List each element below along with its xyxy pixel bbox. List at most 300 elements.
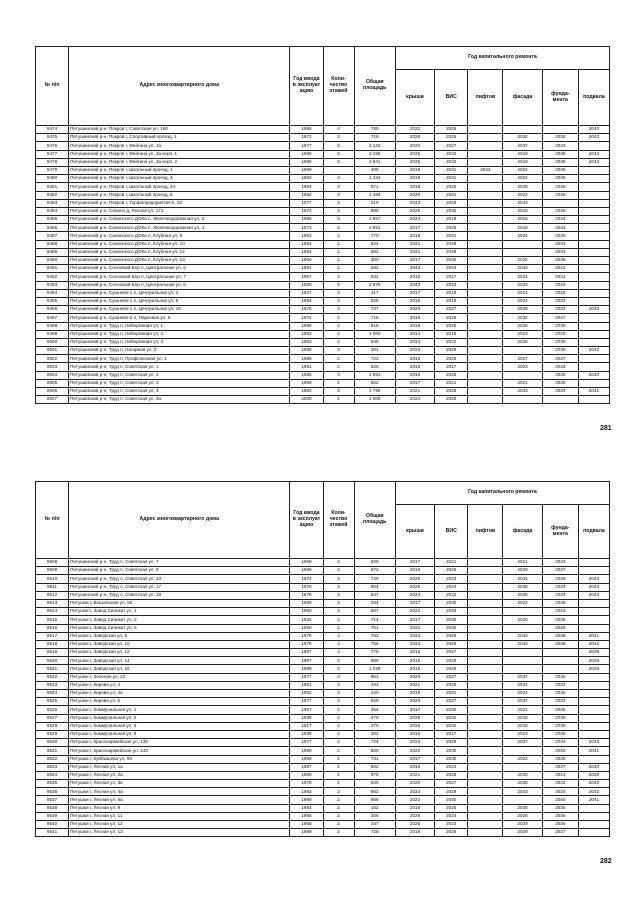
table-cell: 306 [354, 812, 395, 820]
table-cell: 882 [354, 248, 395, 256]
table-cell: 2017 [395, 289, 434, 297]
table-row [36, 821, 610, 829]
table-cell: 2042 [578, 640, 609, 648]
table-cell [578, 330, 609, 338]
table-cell: 701 [354, 624, 395, 632]
table-cell [468, 183, 503, 191]
table-cell: 2017 [435, 363, 468, 371]
table-row [36, 780, 610, 788]
table-cell: 2034 [542, 591, 578, 599]
table-cell: 9532 [36, 755, 69, 763]
table-cell: 2018 [435, 216, 468, 224]
table-cell: 2028 [395, 812, 434, 820]
table-cell [468, 690, 503, 698]
table-cell: 2019 [503, 158, 542, 166]
table-cell: 2024 [503, 690, 542, 698]
table-cell: 2043 [503, 788, 542, 796]
table-cell: Петушинский р-н, Труд п, Нагорная ул, 2 [69, 347, 290, 355]
table-cell: 2020 [503, 616, 542, 624]
table-row [36, 575, 610, 583]
table-cell: 2025 [395, 821, 434, 829]
table-cell: 2033 [435, 608, 468, 616]
table-cell: 2024 [435, 763, 468, 771]
table-cell: 2043 [468, 166, 503, 174]
table-cell: 301 [354, 347, 395, 355]
table-cell: 9499 [36, 330, 69, 338]
table-cell: Петушки г, Лесная ул, 9 [69, 804, 290, 812]
table-cell: 2 [323, 739, 354, 747]
table-row [36, 216, 610, 224]
table-cell: 2031 [435, 175, 468, 183]
table-cell: 756 [354, 640, 395, 648]
table-cell: 2023 [395, 632, 434, 640]
table-cell: 2 [323, 257, 354, 265]
table-cell [503, 649, 542, 657]
table-cell: 2027 [435, 649, 468, 657]
table-cell: 1987 [290, 763, 323, 771]
table-row [36, 232, 610, 240]
table-cell: 2023 [435, 821, 468, 829]
header-area: Общая площадь [354, 482, 395, 559]
table-cell [542, 665, 578, 673]
table-cell [468, 289, 503, 297]
table-cell: 2 [323, 363, 354, 371]
table-cell: 2036 [503, 591, 542, 599]
table-cell: 2024 [435, 812, 468, 820]
table-cell [578, 191, 609, 199]
table-cell: 2030 [435, 599, 468, 607]
table-row [36, 371, 610, 379]
table-cell [578, 297, 609, 305]
table-cell: 2021 [503, 273, 542, 281]
table-cell: 2043 [435, 199, 468, 207]
table-cell: 2039 [578, 771, 609, 779]
table-cell: 2020 [395, 306, 434, 314]
table-cell: 2019 [503, 150, 542, 158]
table-cell: 4 [323, 632, 354, 640]
table-cell: 532 [354, 273, 395, 281]
table-cell: 4 [323, 649, 354, 657]
table-cell: 2 [323, 207, 354, 215]
table-cell: 2018 [503, 224, 542, 232]
table-cell: 2 [323, 706, 354, 714]
table-cell: 2 [323, 134, 354, 142]
table-cell: 1974 [290, 575, 323, 583]
table-cell: 2021 [395, 681, 434, 689]
table-cell [578, 338, 609, 346]
table-cell: 2029 [435, 739, 468, 747]
table-cell: 886 [354, 207, 395, 215]
table-cell: 9494 [36, 289, 69, 297]
table-cell: 2042 [578, 347, 609, 355]
table-cell: 2031 [435, 191, 468, 199]
table-cell: 2026 [435, 126, 468, 134]
table-cell: 2021 [503, 379, 542, 387]
table-cell [503, 248, 542, 256]
table-cell: 2033 [542, 216, 578, 224]
table-cell: 1986 [290, 216, 323, 224]
table-cell [542, 649, 578, 657]
table-row [36, 322, 610, 330]
table-cell: 292 [354, 265, 395, 273]
table-cell: 2043 [395, 199, 434, 207]
table-cell [468, 207, 503, 215]
table-row [36, 330, 610, 338]
table-cell: 2034 [542, 240, 578, 248]
table-cell: 2027 [503, 355, 542, 363]
table-cell: 2040 [542, 796, 578, 804]
table-cell: Петушки г, Коммунальная ул, 2 [69, 714, 290, 722]
table-cell [468, 739, 503, 747]
table-cell: 9534 [36, 771, 69, 779]
table-cell: 2036 [542, 166, 578, 174]
table-row [36, 591, 610, 599]
table-cell: 2021 [395, 248, 434, 256]
table-cell: 714 [354, 616, 395, 624]
table-cell [503, 657, 542, 665]
table-cell: 2032 [503, 314, 542, 322]
table-cell: 1987 [290, 649, 323, 657]
table-cell: 2038 [542, 158, 578, 166]
table-cell: 2033 [542, 224, 578, 232]
table-cell: 9502 [36, 355, 69, 363]
table-cell: 2032 [435, 722, 468, 730]
table-cell: 2028 [395, 134, 434, 142]
table-cell [578, 281, 609, 289]
table-cell: 2018 [395, 804, 434, 812]
table-cell: 970 [354, 771, 395, 779]
table-cell: 1976 [290, 632, 323, 640]
table-row [36, 166, 610, 174]
table-cell: Петушинский р-н, Труд п, Набережная ул, 2 [69, 330, 290, 338]
table-cell [468, 771, 503, 779]
table-cell: 2 [323, 608, 354, 616]
table-cell: 2022 [395, 608, 434, 616]
table-cell [578, 183, 609, 191]
table-cell: 2 [323, 591, 354, 599]
table-cell [578, 142, 609, 150]
table-cell: 2034 [542, 583, 578, 591]
table-cell: 4 [323, 126, 354, 134]
table-cell: 2026 [503, 812, 542, 820]
table-cell: 2025 [435, 829, 468, 837]
table-cell: 417 [354, 289, 395, 297]
header-vis: ВИС [435, 505, 468, 559]
table-cell: 718 [354, 134, 395, 142]
table-cell: 1972 [290, 314, 323, 322]
table-cell [468, 804, 503, 812]
table-cell [578, 599, 609, 607]
table-cell: 1977 [290, 142, 323, 150]
table-cell: 2 [323, 199, 354, 207]
table-cell: 2 [323, 681, 354, 689]
table-cell: 2022 [395, 747, 434, 755]
table-cell: 9510 [36, 575, 69, 583]
table-row [36, 240, 610, 248]
header-foundation: фунда-мента [542, 505, 578, 559]
table-row [36, 632, 610, 640]
table-cell [468, 265, 503, 273]
table-cell: 1977 [290, 673, 323, 681]
table-cell: Петушки г, Завод Силикат ул, 6 [69, 624, 290, 632]
table-cell: 2041 [578, 388, 609, 396]
table-cell: 1960 [290, 608, 323, 616]
table-row [36, 608, 610, 616]
table-row [36, 134, 610, 142]
table-cell: 2018 [395, 232, 434, 240]
table-cell [542, 396, 578, 404]
table-row [36, 142, 610, 150]
table-cell: Петушинский р-н, Труд п, Набережная ул, 4 [69, 338, 290, 346]
table-cell: 300 [354, 257, 395, 265]
table-cell [578, 821, 609, 829]
table-cell [468, 150, 503, 158]
table-cell: 9539 [36, 812, 69, 820]
table-cell: 9474 [36, 126, 69, 134]
table-cell: 783 [354, 632, 395, 640]
table-cell: 2033 [542, 142, 578, 150]
table-cell: 1962 [290, 690, 323, 698]
table-cell: 2 [323, 788, 354, 796]
table-cell: 2036 [542, 257, 578, 265]
table-cell: 1968 [290, 821, 323, 829]
page-number: 282 [600, 858, 612, 865]
table-cell: 9507 [36, 396, 69, 404]
table-cell: Петушки г, Лесная ул, 11 [69, 812, 290, 820]
table-cell [578, 624, 609, 632]
table-cell: Петушки г, Завод Силикат ул, 2 [69, 616, 290, 624]
table-cell: 731 [354, 755, 395, 763]
table-cell: 2017 [395, 224, 434, 232]
table-cell: Петушинский р-н, Труд п, Советская ул, 1 [69, 363, 290, 371]
table-cell: 9520 [36, 657, 69, 665]
table-cell: 2036 [542, 804, 578, 812]
table-cell: 2022 [503, 191, 542, 199]
table-cell: 2030 [435, 747, 468, 755]
header-repair-year-group: Год капитального ремонта [395, 482, 609, 505]
table-cell: 1995 [290, 126, 323, 134]
table-cell [503, 396, 542, 404]
table-cell: 1985 [290, 322, 323, 330]
table-cell: 2028 [435, 681, 468, 689]
table-cell: Петушки г, Заводская ул, 14 [69, 657, 290, 665]
table-cell: 2024 [395, 591, 434, 599]
table-cell: 2026 [395, 583, 434, 591]
table-cell: 2 [323, 690, 354, 698]
table-cell: 2034 [542, 388, 578, 396]
table-body-page-282 [36, 559, 610, 837]
table-cell: 2025 [435, 371, 468, 379]
table-row [36, 673, 610, 681]
table-cell: 2028 [395, 191, 434, 199]
table-cell [578, 730, 609, 738]
table-cell [468, 240, 503, 248]
table-cell: 2021 [503, 559, 542, 567]
table-cell [578, 608, 609, 616]
table-cell: 989 [354, 657, 395, 665]
table-cell: 1961 [290, 681, 323, 689]
table-cell [468, 583, 503, 591]
table-row [36, 755, 610, 763]
table-cell [578, 166, 609, 174]
table-cell [468, 322, 503, 330]
table-cell [578, 804, 609, 812]
table-cell: 1976 [290, 591, 323, 599]
table-row [36, 599, 610, 607]
table-cell: 2016 [395, 763, 434, 771]
table-cell: 2043 [578, 575, 609, 583]
table-cell [468, 297, 503, 305]
table-cell: 1957 [290, 706, 323, 714]
table-cell: 2022 [395, 126, 434, 134]
table-cell [468, 706, 503, 714]
table-cell: 2016 [395, 649, 434, 657]
table-cell: 2024 [503, 166, 542, 174]
table-cell: 2 [323, 240, 354, 248]
table-cell: 2018 [395, 175, 434, 183]
table-cell: 3 [323, 388, 354, 396]
table-row [36, 771, 610, 779]
table-cell: 2022 [435, 338, 468, 346]
table-cell [578, 355, 609, 363]
table-cell [503, 747, 542, 755]
table-cell: 2043 [542, 608, 578, 616]
table-cell [468, 371, 503, 379]
table-cell: 9504 [36, 371, 69, 379]
table-cell [468, 396, 503, 404]
table-cell: 2043 [435, 265, 468, 273]
table-cell: 2 [323, 771, 354, 779]
table-cell: 2043 [503, 265, 542, 273]
table-cell: 1947 [290, 289, 323, 297]
table-cell: 2038 [542, 632, 578, 640]
table-cell: 2017 [435, 730, 468, 738]
table-cell: 2020 [395, 698, 434, 706]
table-cell: Петушки г, Лесная ул, 1а [69, 763, 290, 771]
table-cell: 2029 [435, 396, 468, 404]
table-cell: Петушинский р-н, Сосновый Бор п, Центральная ул, 7 [69, 273, 290, 281]
table-cell: 2031 [435, 232, 468, 240]
table-cell: 826 [354, 363, 395, 371]
table-cell: 2036 [542, 673, 578, 681]
table-cell: 645 [354, 338, 395, 346]
table-cell: 9535 [36, 780, 69, 788]
table-row [36, 257, 610, 265]
table-cell: 724 [354, 739, 395, 747]
table-cell: 2030 [435, 755, 468, 763]
table-row [36, 714, 610, 722]
table-cell: 2034 [542, 739, 578, 747]
table-cell: 2019 [435, 289, 468, 297]
table-row [36, 706, 610, 714]
table-cell: 1985 [290, 371, 323, 379]
table-cell: Петушинский р-н, Труд п, Советская ул, 9 [69, 567, 290, 575]
table-cell [578, 289, 609, 297]
table-cell: 3 198 [354, 150, 395, 158]
table-cell: Петушки г, Заводская ул, 16 [69, 665, 290, 673]
table-cell: 1 028 [354, 665, 395, 673]
table-cell: 9498 [36, 322, 69, 330]
table-cell: 9526 [36, 706, 69, 714]
table-cell: 2043 [578, 591, 609, 599]
table-cell: 9479 [36, 166, 69, 174]
table-cell [578, 559, 609, 567]
header-lift: лифтов [468, 505, 503, 559]
table-cell: 2027 [435, 673, 468, 681]
table-cell: 854 [354, 583, 395, 591]
table-cell [503, 624, 542, 632]
table-cell [468, 363, 503, 371]
table-cell: 4 [323, 640, 354, 648]
table-cell: 9475 [36, 134, 69, 142]
table-cell: Петушинский р-н, Сосновый Бор п, Центральная ул, 8 [69, 281, 290, 289]
table-cell: 726 [354, 829, 395, 837]
table-cell: 2043 [542, 281, 578, 289]
table-cell: Петушки г, Заводская ул, 10 [69, 640, 290, 648]
table-cell: 2043 [503, 281, 542, 289]
table-cell: 2 [323, 355, 354, 363]
table-cell: Петушинский р-н, Труд п, Советская ул, 3 [69, 379, 290, 387]
header-roof: крыши [395, 70, 434, 126]
table-cell [503, 347, 542, 355]
table-cell: 2015 [395, 363, 434, 371]
table-row [36, 559, 610, 567]
table-cell: 818 [354, 322, 395, 330]
table-cell: 1 857 [354, 216, 395, 224]
table-cell [468, 216, 503, 224]
table-cell: 846 [354, 780, 395, 788]
table-cell: 1978 [290, 780, 323, 788]
table-cell: 9503 [36, 363, 69, 371]
table-row [36, 796, 610, 804]
table-cell: Петушинский р-н, Сушнево-1 п, Центральная ул, 2 [69, 289, 290, 297]
table-cell: Петушки г, Заводская ул, 8 [69, 632, 290, 640]
table-cell: 1980 [290, 281, 323, 289]
table-cell: 5 [323, 150, 354, 158]
table-cell: 2043 [578, 306, 609, 314]
table-cell: 2028 [435, 388, 468, 396]
table-cell: 2 [323, 338, 354, 346]
table-cell: 2 [323, 265, 354, 273]
table-cell: 279 [354, 722, 395, 730]
table-row [36, 616, 610, 624]
table-cell: 2017 [395, 559, 434, 567]
capital-repair-table-page-281 [35, 46, 610, 404]
table-cell [542, 126, 578, 134]
table-cell: 2043 [578, 780, 609, 788]
table-cell: 9524 [36, 690, 69, 698]
table-cell [578, 714, 609, 722]
table-cell: 2029 [435, 347, 468, 355]
table-cell [468, 567, 503, 575]
table-cell: 2036 [542, 714, 578, 722]
table-cell: 2023 [503, 363, 542, 371]
table-cell: 1978 [290, 583, 323, 591]
table-cell: 1984 [290, 248, 323, 256]
table-cell: Петушки г, Кирова ул, 4 [69, 681, 290, 689]
table-cell: 2025 [435, 322, 468, 330]
table-cell [503, 371, 542, 379]
table-cell [503, 608, 542, 616]
table-cell: Петушки г, Кирова ул, 4а [69, 690, 290, 698]
table-row [36, 690, 610, 698]
header-year: Год ввода в эксплуат ацию [290, 482, 323, 559]
table-cell [468, 355, 503, 363]
table-cell: 5 [323, 657, 354, 665]
table-cell: 1977 [290, 199, 323, 207]
table-cell: 1 334 [354, 175, 395, 183]
table-cell: 2033 [542, 363, 578, 371]
